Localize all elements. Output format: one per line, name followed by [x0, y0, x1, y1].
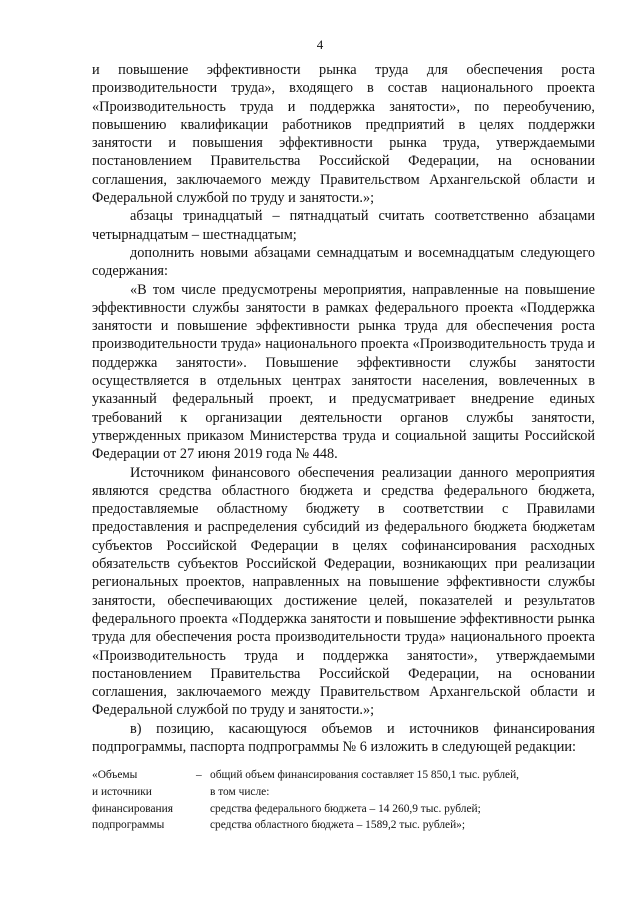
passport-label-line: финансирования — [92, 802, 173, 815]
paragraph-measures: «В том числе предусмотрены мероприятия, направленные на повышение эффективности службы занятости в рамках федерального проекта «Поддержка занятости и повышение эффективности рынка труда для обеспечения роста производительности труда» национального проекта «Производительность труда и поддержка занятости». Повышение эффективности службы занятости осуществляется в отдельных центрах занятости населения, вовлеченных в указанный федеральный проект, и предусматривает внедрение единых требований к организации деятельности органов службы занятости, утвержденных приказом Министерства труда и социальной защиты Российской Федерации от 27 июня 2019 года № 448. — [92, 281, 595, 463]
passport-value-line: в том числе: — [210, 785, 270, 798]
paragraph-funding-source: Источником финансового обеспечения реализации данного мероприятия являются средства областного бюджета и средства федерального бюджета, предоставляемые областному бюджету в соответствии с Правилами предоставления и распределения субсидий из федерального бюджета бюджетам субъектов Российской Федерации в целях софинансирования расходных обязательств субъектов Российской Федерации, возникающих при реализации региональных проектов, направленных на повышение эффективности службы занятости, обеспечивающих достижение целей, показателей и результатов федерального проекта «Поддержка занятости и повышение эффективности рынка труда для обеспечения роста производительности труда» национального проекта «Производительность труда и поддержка занятости», утверждаемыми постановлением Правительства Российской Федерации, на основании соглашения, заключаемого между Правительством Архангельской области и Федеральной службой по труду и занятости.»; — [92, 464, 595, 719]
passport-label-line: и источники — [92, 785, 152, 798]
page-number: 4 — [316, 37, 324, 52]
paragraph-position-v: в) позицию, касающуюся объемов и источников финансирования подпрограммы, паспорта подпрограммы № 6 изложить в следующей редакции: — [92, 720, 595, 755]
paragraph-continuation: и повышение эффективности рынка труда для обеспечения роста производительности труда», входящего в состав национального проекта «Производительность труда и поддержка занятости», по переобучению, повышению квалификации работников предприятий в целях поддержки занятости и повышения эффективности рынка труда, утверждаемыми постановлением Правительства Российской Федерации, на основании соглашения, заключаемого между Правительством Архангельской области и Федеральной службой по труду и занятости.»; — [92, 62, 595, 207]
passport-label-line: подпрограммы — [92, 819, 165, 832]
passport-value-line: средства областного бюджета – 1589,2 тыс. рублей»; — [210, 819, 466, 832]
paragraph-renumber-abzacy: абзацы тринадцатый – пятнадцатый считать соответственно абзацами четырнадцатым – шестнадцатым; — [92, 208, 595, 243]
body-text — [92, 61, 595, 756]
passport-label — [92, 767, 196, 834]
passport-funding-table — [92, 767, 595, 834]
passport-values — [210, 767, 595, 834]
passport-dash: – — [196, 769, 202, 781]
paragraph-add-new: дополнить новыми абзацами семнадцатым и восемнадцатым следующего содержания: — [92, 244, 595, 280]
passport-label-line: «Объемы — [92, 769, 138, 781]
passport-value-line: общий объем финансирования составляет 15 850,1 тыс. рублей, — [210, 769, 520, 781]
passport-value-line: средства федерального бюджета – 14 260,9 тыс. рублей; — [210, 802, 481, 815]
